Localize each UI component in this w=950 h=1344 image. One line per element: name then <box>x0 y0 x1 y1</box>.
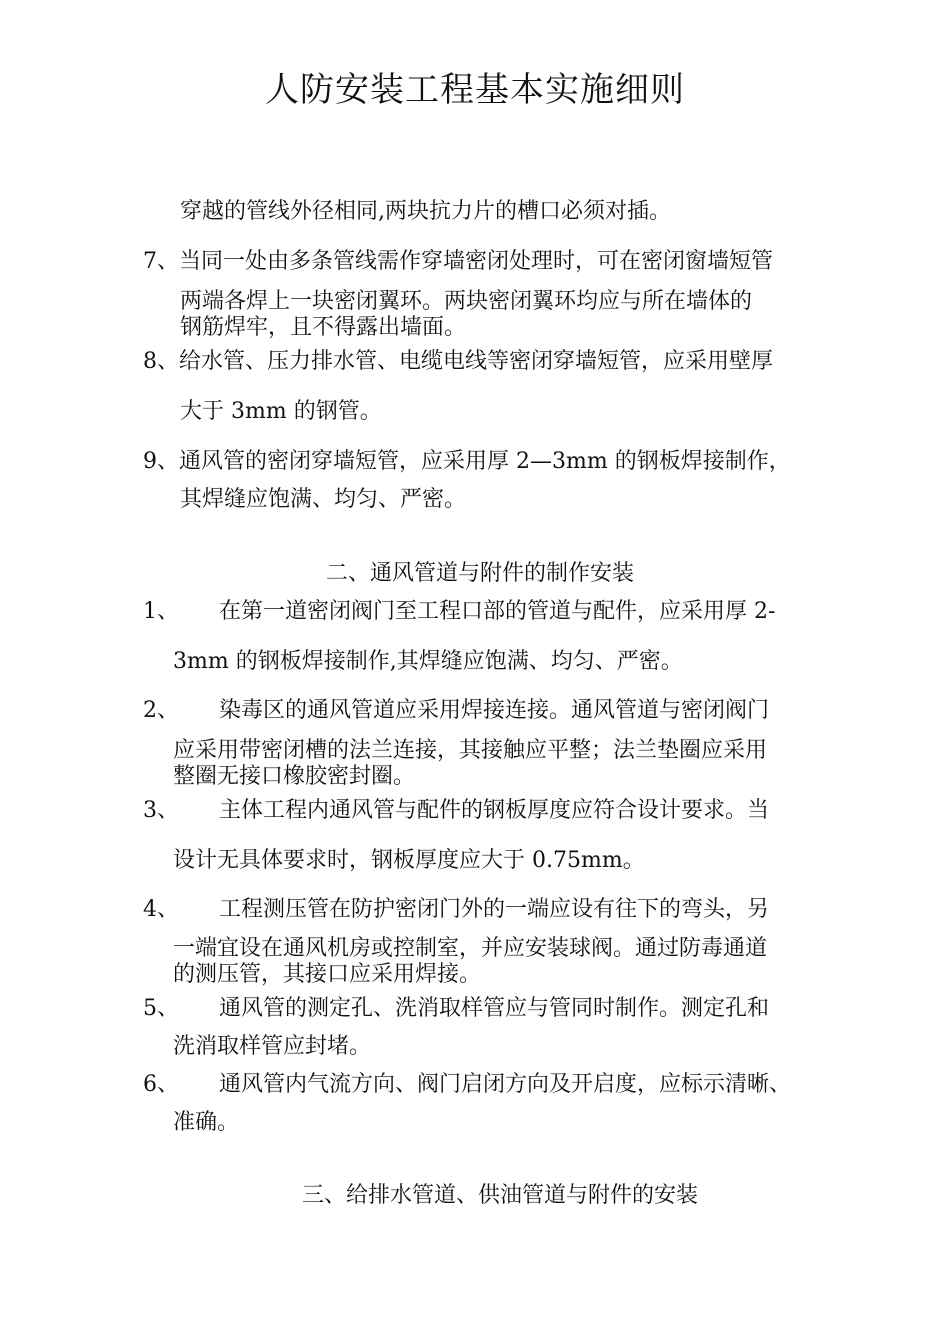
document-title: 人防安装工程基本实施细则 <box>265 70 685 110</box>
s2-item-4-text: 工程测压管在防护密闭门外的一端应设有往下的弯头，另 <box>219 897 770 922</box>
s2-item-4-line-3: 的测压管，其接口应采用焊接。 <box>173 962 482 987</box>
s2-item-1-line-2: 3mm 的钢板焊接制作,其焊缝应饱满、均匀、严密。 <box>173 649 683 674</box>
s2-item-3-line-2: 设计无具体要求时，钢板厚度应大于 0.75mm。 <box>173 848 645 873</box>
s2-item-6-number: 6、 <box>143 1072 179 1097</box>
item-9-line-2: 其焊缝应饱满、均匀、严密。 <box>180 487 467 512</box>
s2-item-2-line-3: 整圈无接口橡胶密封圈。 <box>173 764 416 789</box>
s2-item-1-number: 1、 <box>143 599 179 624</box>
s2-item-5-number: 5、 <box>143 996 179 1021</box>
section-heading-2: 二、通风管道与附件的制作安装 <box>326 561 635 586</box>
s2-item-6-line-2: 准确。 <box>173 1110 240 1135</box>
s2-item-2-text: 染毒区的通风管道应采用焊接连接。通风管道与密闭阀门 <box>219 698 770 723</box>
s2-item-5-line-1 <box>143 991 769 1022</box>
item-8-line-1: 8、给水管、压力排水管、电缆电线等密闭穿墙短管，应采用壁厚 <box>143 349 773 374</box>
s2-item-6-line-1 <box>143 1067 791 1098</box>
s2-item-4-line-2: 一端宜设在通风机房或控制室，并应安装球阀。通过防毒通道 <box>173 936 768 961</box>
s2-item-3-line-1 <box>143 793 769 824</box>
s2-item-2-number: 2、 <box>143 698 179 723</box>
s2-item-3-number: 3、 <box>143 798 179 823</box>
s2-item-1-line-1 <box>143 594 775 625</box>
item-7-line-2: 两端各焊上一块密闭翼环。两块密闭翼环均应与所在墙体的 <box>180 289 753 314</box>
s2-item-2-line-1 <box>143 693 769 724</box>
item-7-line-3: 钢筋焊牢，且不得露出墙面。 <box>180 315 467 340</box>
paragraph-continuation: 穿越的管线外径相同,两块抗力片的槽口必须对插。 <box>180 199 671 224</box>
item-8-line-2: 大于 3mm 的钢管。 <box>180 399 382 424</box>
item-7-line-1: 7、当同一处由多条管线需作穿墙密闭处理时，可在密闭窗墙短管 <box>143 249 773 274</box>
s2-item-3-text: 主体工程内通风管与配件的钢板厚度应符合设计要求。当 <box>219 798 770 823</box>
s2-item-2-line-2: 应采用带密闭槽的法兰连接，其接触应平整；法兰垫圈应采用 <box>173 738 768 763</box>
s2-item-4-line-1 <box>143 892 769 923</box>
s2-item-5-text: 通风管的测定孔、洗消取样管应与管同时制作。测定孔和 <box>219 996 770 1021</box>
s2-item-5-line-2: 洗消取样管应封堵。 <box>173 1034 372 1059</box>
section-heading-3: 三、给排水管道、供油管道与附件的安装 <box>302 1183 699 1208</box>
item-9-line-1: 9、通风管的密闭穿墙短管，应采用厚 2—3mm 的钢板焊接制作， <box>143 449 791 474</box>
s2-item-4-number: 4、 <box>143 897 179 922</box>
s2-item-6-text: 通风管内气流方向、阀门启闭方向及开启度，应标示清晰、 <box>219 1072 792 1097</box>
s2-item-1-text: 在第一道密闭阀门至工程口部的管道与配件，应采用厚 2- <box>219 599 776 624</box>
